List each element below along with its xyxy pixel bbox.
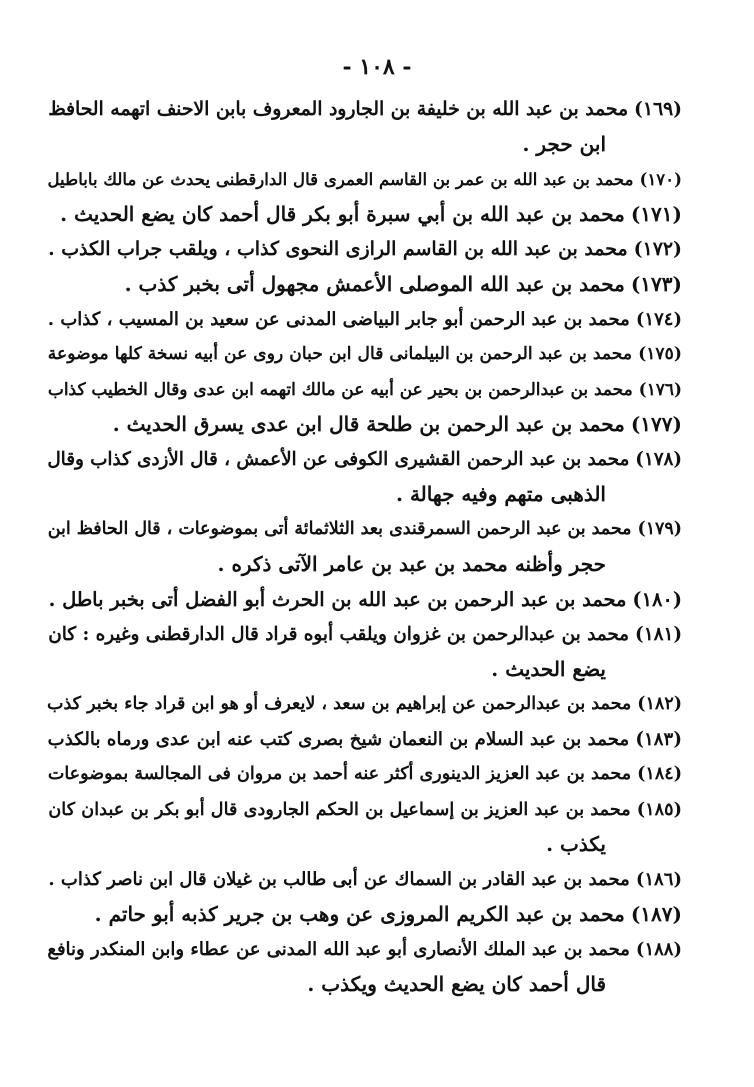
entry-line (48, 932, 682, 967)
entry-text: محمد بن عبد العزيز بن إسماعيل بن الحكم الجارودى قال أبو بكر بن عبدان كان (48, 799, 631, 820)
entry-line (48, 337, 682, 372)
entry-text: محمد بن عبد الرحمن أبو جابر البياضى المدنى عن سعيد بن المسيب ، كذاب . (47, 309, 630, 330)
page-number: - ١٠٨ - (342, 54, 412, 80)
entry-continuation-line (48, 477, 682, 512)
entry-text: محمد بن عبد القادر بن السماك عن أبى طالب بن غيلان قال ابن ناصر كذاب . (48, 869, 630, 890)
entry-number: (١٧٤) (635, 309, 682, 330)
entry-number: (١٨١) (635, 624, 682, 645)
entry-line (48, 197, 682, 232)
entry-number: (١٧٢) (633, 238, 682, 260)
entry-number: (١٧٣) (630, 272, 682, 296)
entry-text: محمد بن عبد الرحمن السمرقندى بعد الثلاثمائة أتى بموضوعات ، قال الحافظ ابن (47, 519, 632, 539)
entry-number: (١٧٦) (638, 379, 682, 399)
entry-list (48, 92, 682, 1002)
entry-text: قال أحمد كان يضع الحديث ويكذب . (307, 972, 606, 996)
entry-line (48, 302, 682, 337)
entry-number: (١٦٩) (634, 98, 682, 120)
entry-line (48, 162, 682, 197)
entry-line (48, 512, 682, 547)
entry-text: يضع الحديث . (491, 657, 606, 681)
entry-line (48, 897, 682, 932)
entry-text: محمد بن عبدالرحمن عن إبراهيم بن سعد ، لايعرف أو هو ابن قراد جاء بخبر كذب (47, 694, 632, 714)
entry-number: (١٧٠) (639, 169, 682, 189)
entry-text: محمد بن عبد الرحمن القشيرى الكوفى عن الأعمش ، قال الأزدى كذاب وقال (47, 449, 630, 470)
entry-text: محمد بن عبد الرحمن بن البيلمانى قال ابن حبان روى عن أبيه نسخة كلها موضوعة (47, 344, 633, 364)
entry-number: (١٧١) (630, 202, 682, 226)
entry-text: محمد بن عبد الكريم المروزى عن وهب بن جرير كذبه أبو حاتم . (94, 902, 625, 926)
entry-number: (١٨٤) (637, 764, 682, 784)
entry-number: (١٨٠) (632, 588, 682, 611)
entry-number: (١٧٥) (638, 344, 682, 364)
entry-continuation-line (48, 127, 682, 162)
entry-number: (١٧٩) (637, 519, 682, 539)
entry-line (48, 792, 682, 827)
entry-line (48, 582, 682, 617)
entry-text: محمد بن عبد الله بن القاسم الرازى النحوى كذاب ، ويلقب جراب الكذب . (48, 238, 628, 260)
entry-number: (١٨٨) (635, 939, 682, 960)
entry-line (48, 407, 682, 442)
entry-line (48, 757, 682, 792)
entry-text: يكذب . (546, 832, 606, 856)
entry-number: (١٨٣) (635, 729, 682, 750)
entry-text: حجر وأظنه محمد بن عبد بن عامر الآتى ذكره . (217, 552, 606, 576)
entry-continuation-line (48, 652, 682, 687)
entry-text: محمد بن عبد الله بن عمر بن القاسم العمرى قال الدارقطنى يحدث عن مالك باباطيل (47, 169, 634, 189)
entry-line (48, 372, 682, 407)
entry-text: محمد بن عبد الله بن خليفة بن الجارود المعروف بابن الاحنف اتهمه الحافظ (48, 98, 629, 120)
entry-continuation-line (48, 547, 682, 582)
entry-line (48, 232, 682, 267)
entry-number: (١٨٢) (637, 694, 682, 714)
entry-line (48, 722, 682, 757)
entry-text: محمد بن عبد الله بن أبي سبرة أبو بكر قال أحمد كان يضع الحديث . (60, 202, 625, 226)
entry-number: (١٨٧) (630, 902, 682, 926)
entry-number: (١٨٦) (635, 869, 682, 890)
entry-line (48, 267, 682, 302)
entry-text: الذهبى متهم وفيه جهالة . (396, 482, 606, 506)
entry-continuation-line (48, 827, 682, 862)
entry-text: محمد بن عبد الله الموصلى الأعمش مجهول أتى بخبر كذب . (124, 272, 625, 296)
entry-text: محمد بن عبد الملك الأنصارى أبو عبد الله المدنى عن عطاء وابن المنكدر ونافع (47, 939, 630, 960)
entry-text: محمد بن عبد الرحمن بن عبد الله بن الحرث أبو الفضل أتى بخبر باطل . (48, 588, 627, 611)
entry-line (48, 442, 682, 477)
entry-line (48, 617, 682, 652)
entry-text: محمد بن عبدالرحمن بن بحير عن أبيه عن مالك اتهمه ابن عدى وقال الخطيب كذاب (47, 379, 633, 399)
entry-text: ابن حجر . (522, 132, 606, 156)
entry-number: (١٧٧) (630, 412, 682, 436)
entry-line (48, 92, 682, 127)
entry-text: محمد بن عبدالرحمن بن غزوان ويلقب أبوه قراد قال الدارقطنى وغيره : كان (48, 624, 630, 645)
entry-line (48, 687, 682, 722)
entry-number: (١٧٨) (635, 449, 682, 470)
entry-text: محمد بن عبد العزيز الدينورى أكثر عنه أحمد بن مروان فى المجالسة بموضوعات (47, 764, 632, 784)
entry-text: محمد بن عبد الرحمن بن طلحة قال ابن عدى يسرق الحديث . (112, 412, 625, 436)
entry-continuation-line (48, 967, 682, 1002)
entry-number: (١٨٥) (636, 799, 682, 820)
entry-line (48, 862, 682, 897)
entry-text: محمد بن عبد السلام بن النعمان شيخ بصرى كتب عنه ابن عدى ورماه بالكذب (47, 729, 630, 750)
